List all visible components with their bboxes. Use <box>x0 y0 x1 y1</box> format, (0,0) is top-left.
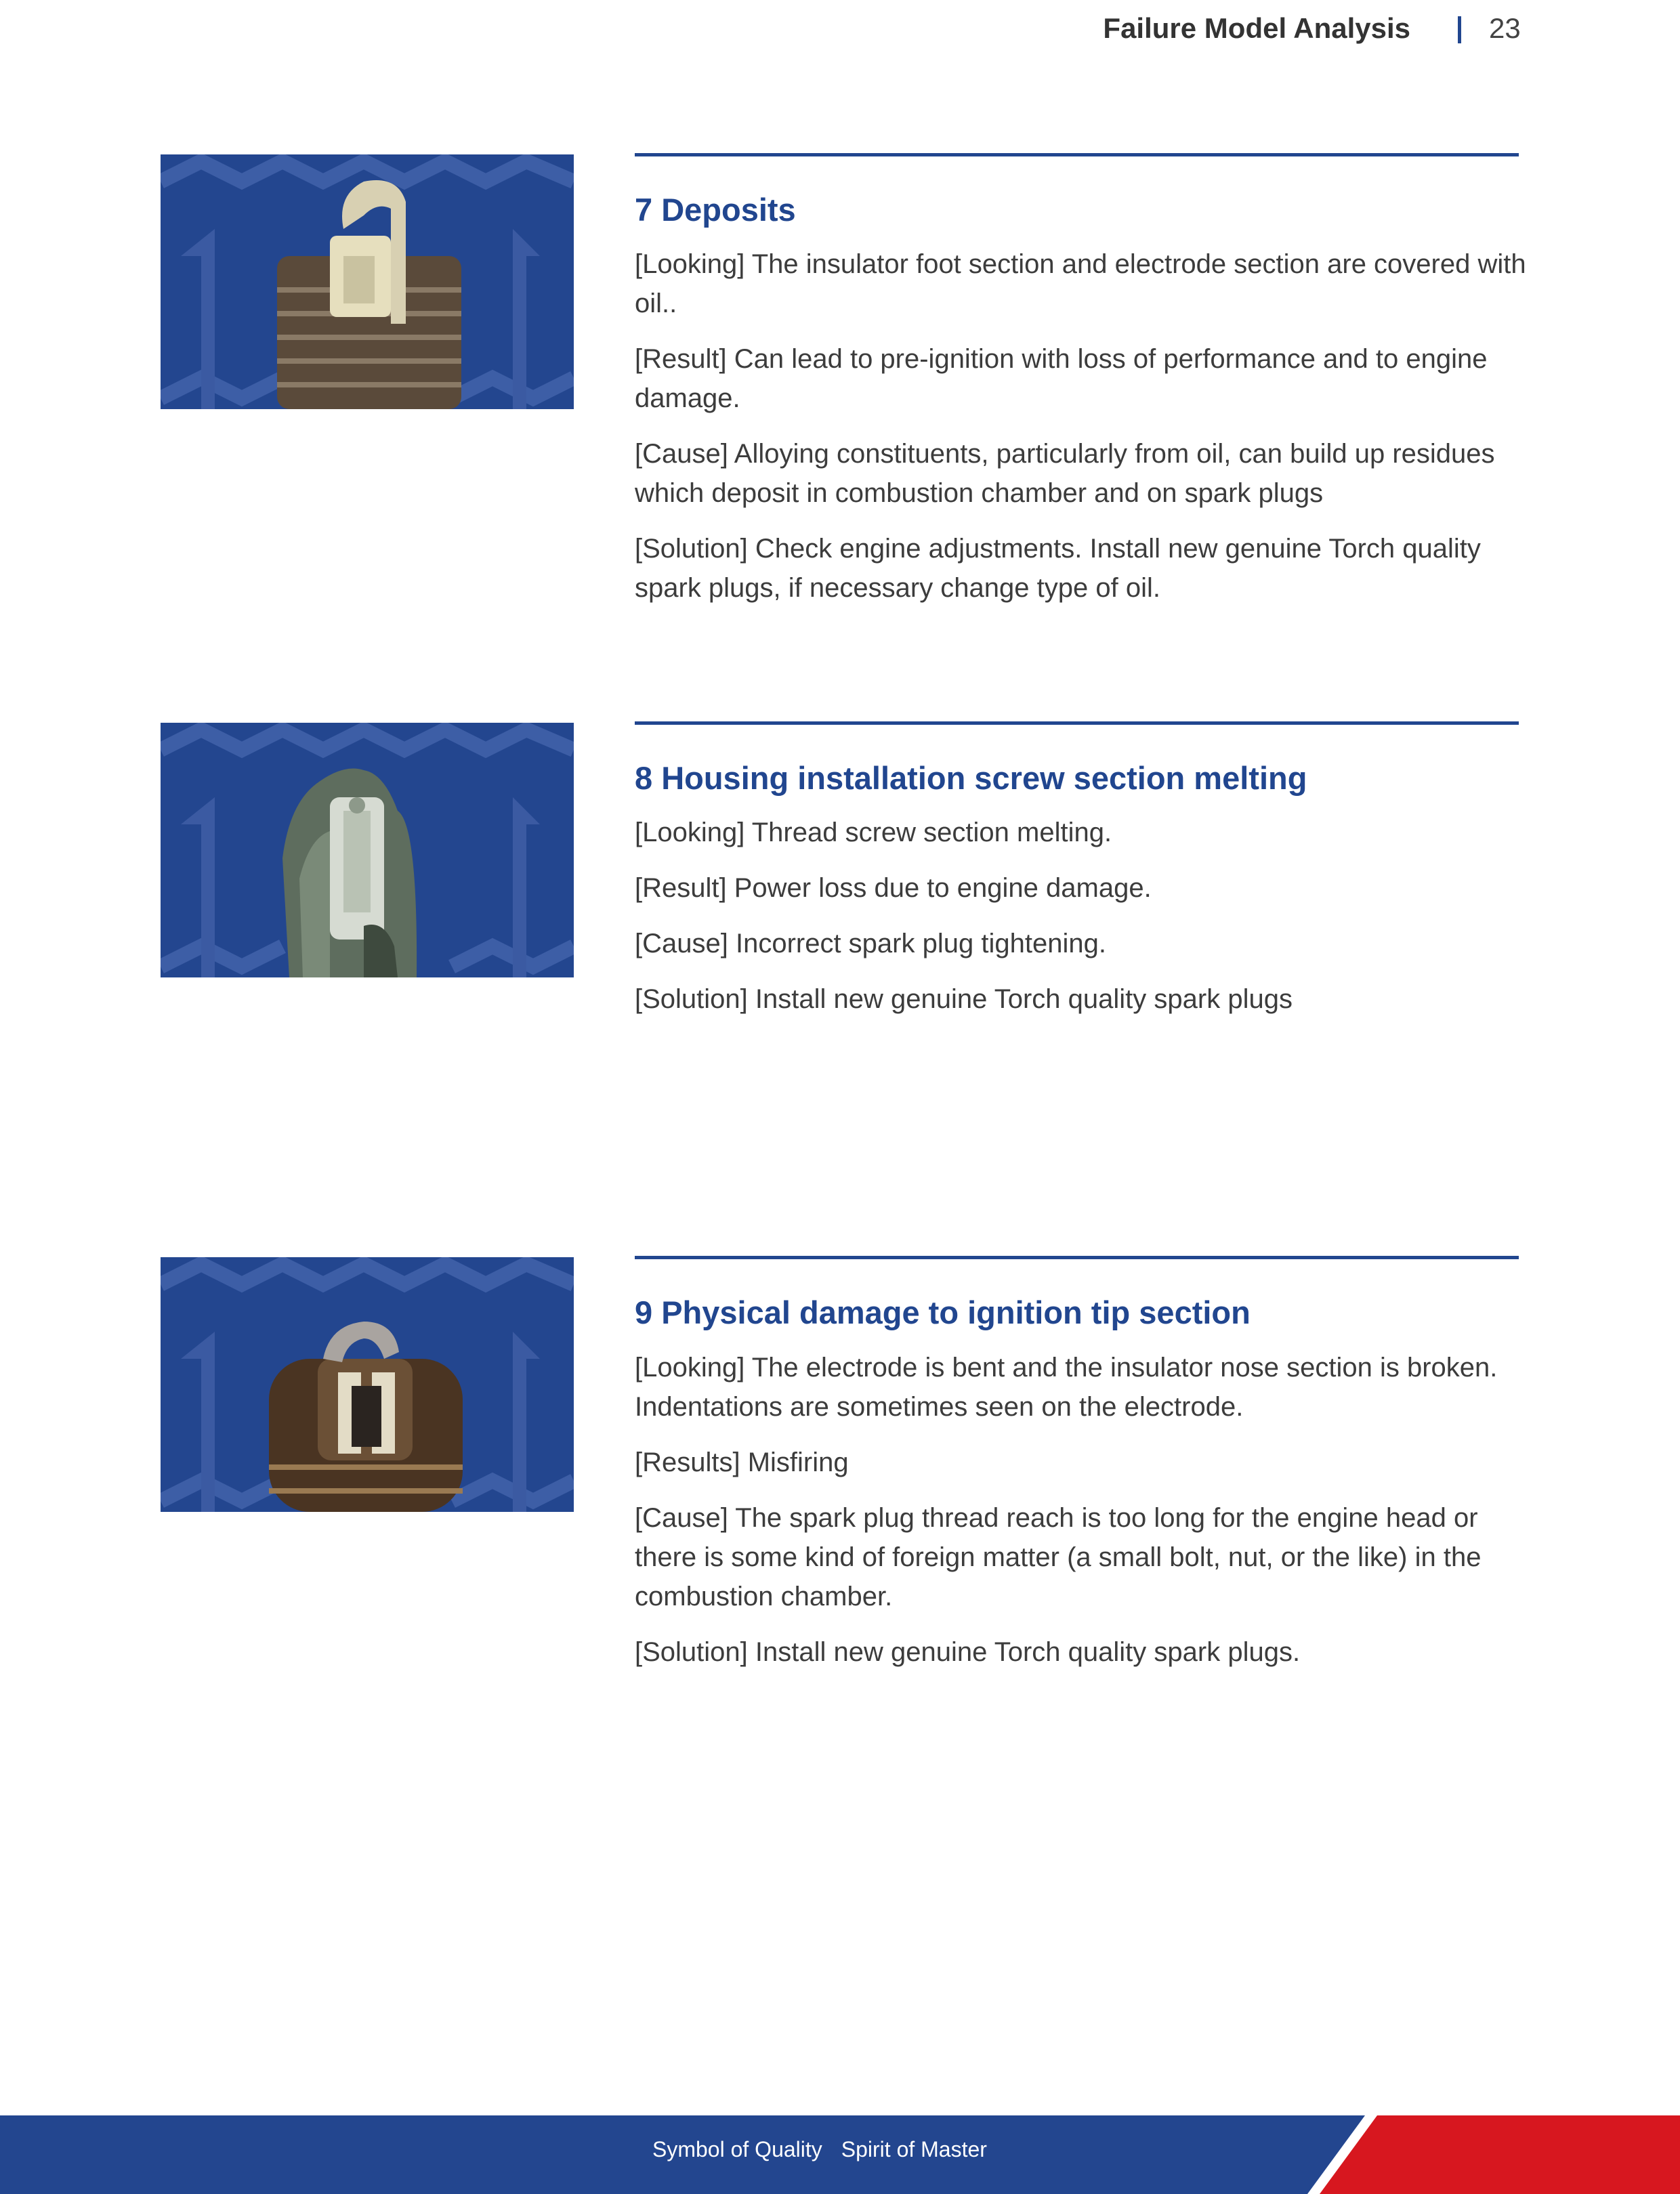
header-title: Failure Model Analysis <box>1103 12 1410 44</box>
spark-plug-melted-housing-photo <box>161 723 574 977</box>
section-divider <box>635 721 1519 725</box>
result-paragraph: [Result] Power loss due to engine damage. <box>635 873 1152 903</box>
slogan-left: Symbol of Quality <box>652 2137 822 2161</box>
section-divider <box>635 153 1519 156</box>
spark-plug-deposits-photo <box>161 154 574 409</box>
looking-paragraph: [Looking] The electrode is bent and the insulator nose section is broken. Indentations are sometimes seen on the electrode. <box>635 1353 1498 1422</box>
cause-paragraph: [Cause] Incorrect spark plug tightening. <box>635 929 1106 958</box>
section-body <box>635 245 1529 624</box>
section-title: 9 Physical damage to ignition tip section <box>635 1294 1251 1330</box>
page-number: 23 <box>1489 12 1521 44</box>
solution-paragraph: [Solution] Install new genuine Torch quality spark plugs. <box>635 1637 1301 1667</box>
cause-paragraph: [Cause] Alloying constituents, particularly from oil, can build up residues which deposit in combustion chamber and on spark plugs <box>635 439 1495 508</box>
result-paragraph: [Results] Misfiring <box>635 1448 849 1477</box>
page-footer <box>0 2115 1680 2194</box>
looking-paragraph: [Looking] The insulator foot section and electrode section are covered with oil.. <box>635 249 1526 318</box>
spark-plug-damaged-tip-photo <box>161 1257 574 1512</box>
page-header <box>0 12 1680 53</box>
header-separator <box>1458 16 1461 43</box>
cause-paragraph: [Cause] The spark plug thread reach is too long for the engine head or there is some kind of foreign matter (a small bolt, nut, or the like) in the combustion chamber. <box>635 1503 1482 1611</box>
section-title: 8 Housing installation screw section melting <box>635 760 1307 796</box>
section-body <box>635 813 1529 1035</box>
looking-paragraph: [Looking] Thread screw section melting. <box>635 818 1112 847</box>
solution-paragraph: [Solution] Install new genuine Torch quality spark plugs <box>635 984 1293 1014</box>
result-paragraph: [Result] Can lead to pre-ignition with loss of performance and to engine damage. <box>635 344 1488 413</box>
section-body <box>635 1348 1529 1688</box>
footer-slogan <box>652 2137 1006 2162</box>
slogan-right: Spirit of Master <box>841 2137 987 2161</box>
solution-paragraph: [Solution] Check engine adjustments. Install new genuine Torch quality spark plugs, if necessary change type of oil. <box>635 534 1481 603</box>
section-title: 7 Deposits <box>635 192 796 228</box>
section-divider <box>635 1256 1519 1259</box>
